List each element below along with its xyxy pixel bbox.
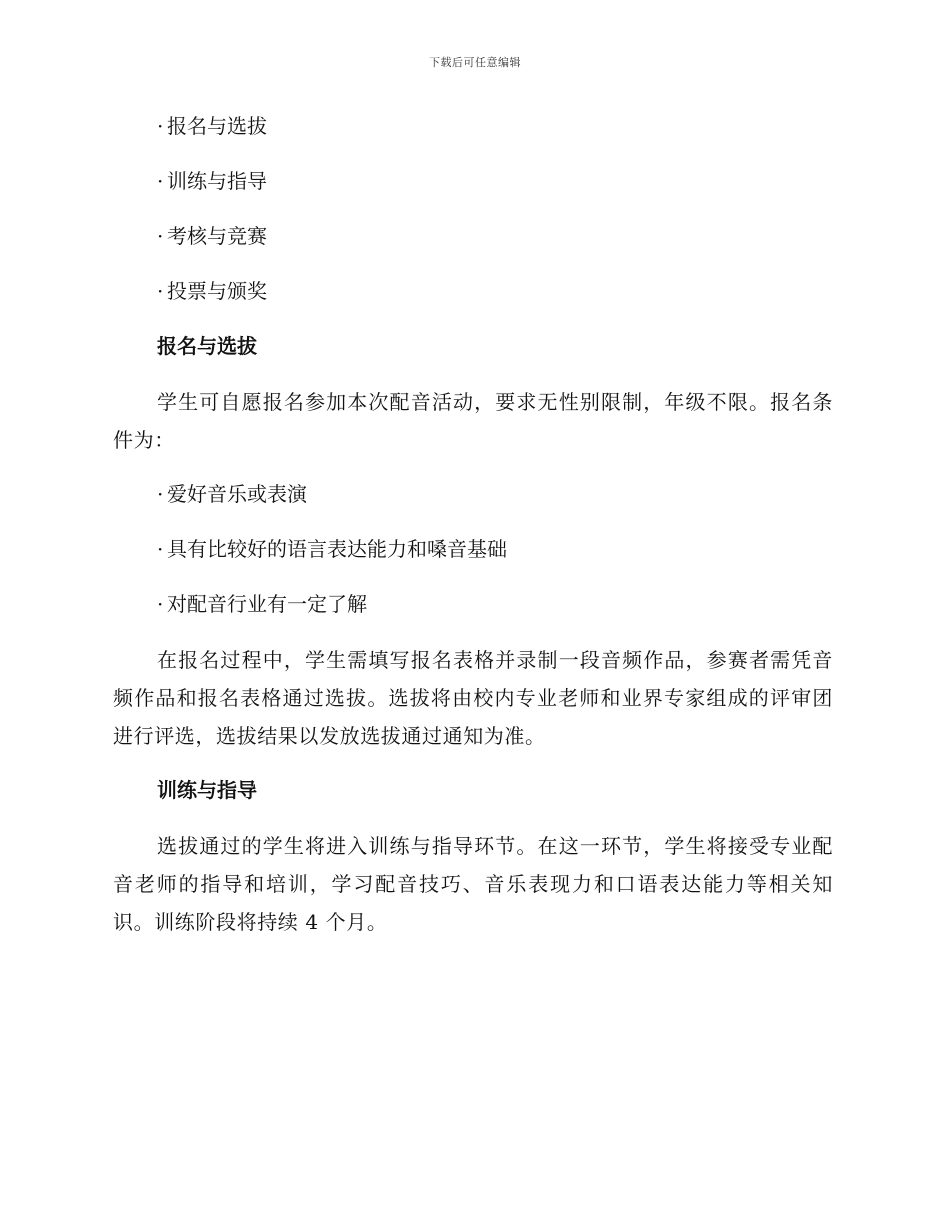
bullet-marker: · bbox=[157, 537, 164, 561]
condition-item bbox=[113, 476, 833, 512]
page-header: 下载后可任意编辑 bbox=[429, 56, 521, 69]
bullet-marker: · bbox=[157, 592, 164, 616]
outline-item-text: 训练与指导 bbox=[167, 169, 267, 193]
outline-item-text: 考核与竞赛 bbox=[167, 224, 267, 248]
condition-item bbox=[113, 586, 833, 622]
outline-item bbox=[113, 273, 833, 309]
registration-process-paragraph: 在报名过程中，学生需填写报名表格并录制一段音频作品，参赛者需凭音频作品和报名表格通过选拔。选拔将由校内专业老师和业界专家组成的评审团进行评选，选拔结果以发放选拔通过通知为准。 bbox=[113, 648, 833, 748]
section-heading-registration: 报名与选拔 bbox=[157, 334, 257, 358]
condition-item-text: 对配音行业有一定了解 bbox=[167, 592, 367, 616]
bullet-marker: · bbox=[157, 279, 164, 303]
training-paragraph: 选拔通过的学生将进入训练与指导环节。在这一环节，学生将接受专业配音老师的指导和培训，学习配音技巧、音乐表现力和口语表达能力等相关知识。训练阶段将持续 4 个月。 bbox=[113, 834, 833, 934]
condition-item-text: 具有比较好的语言表达能力和嗓音基础 bbox=[167, 537, 507, 561]
condition-item bbox=[113, 531, 833, 567]
bullet-marker: · bbox=[157, 224, 164, 248]
outline-item bbox=[113, 108, 833, 144]
outline-item bbox=[113, 163, 833, 199]
bullet-marker: · bbox=[157, 482, 164, 506]
bullet-marker: · bbox=[157, 114, 164, 138]
outline-item bbox=[113, 218, 833, 254]
section-heading-training: 训练与指导 bbox=[157, 778, 257, 802]
condition-item-text: 爱好音乐或表演 bbox=[167, 482, 307, 506]
registration-intro-paragraph: 学生可自愿报名参加本次配音活动，要求无性别限制，年级不限。报名条件为： bbox=[113, 390, 833, 452]
bullet-marker: · bbox=[157, 169, 164, 193]
outline-item-text: 报名与选拔 bbox=[167, 114, 267, 138]
outline-item-text: 投票与颁奖 bbox=[167, 279, 267, 303]
document-body bbox=[113, 108, 833, 958]
